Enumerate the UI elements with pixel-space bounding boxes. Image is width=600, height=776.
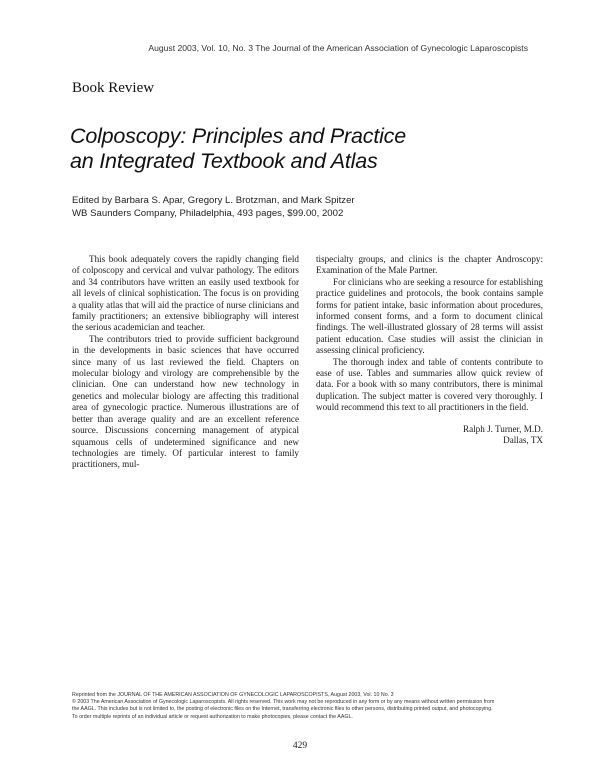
- body-column-left: [72, 254, 299, 471]
- footer-line: © 2003 The American Association of Gynecologic Laparoscopists. All rights reserved. This work may not be reproduced in any form or by any means without written permission from: [72, 699, 495, 706]
- section-label: Book Review: [72, 80, 155, 96]
- publisher-line: WB Saunders Company, Philadelphia, 493 pages, $99.00, 2002: [72, 208, 344, 219]
- editors-line: Edited by Barbara S. Apar, Gregory L. Brotzman, and Mark Spitzer: [72, 195, 355, 206]
- body-paragraph: For clinicians who are seeking a resource for establishing practice guidelines and protocols, the book contains sample forms for patient intake, basic information about procedures, informed consent forms, and a form to document clinical findings. The well-illustrated glossary of 28 terms will assist patient education. Case studies will assist the clinician in assessing clinical proficiency.: [316, 276, 543, 356]
- footer-line: To order multiple reprints of an individual article or request authorization to make photocopies, please contact the AAGL.: [72, 713, 353, 720]
- footer-line: the AAGL. This includes but is not limited to, the posting of electronic files on the Internet, transferring electronic files to other persons, distributing printed output, and photocopying.: [72, 706, 493, 713]
- reviewer-signature: [316, 424, 543, 447]
- byline: [72, 194, 355, 220]
- body-column-right: [316, 254, 543, 447]
- body-paragraph-continuation: tispecialty groups, and clinics is the chapter Androscopy: Examination of the Male Partner.: [316, 254, 543, 276]
- footer-line: Reprinted from the JOURNAL OF THE AMERICAN ASSOCIATION OF GYNECOLOGIC LAPAROSCOPISTS, August 2003, Vol. 10 No. 3: [72, 692, 394, 698]
- reviewer-name: Ralph J. Turner, M.D.: [463, 423, 543, 434]
- body-paragraph: This book adequately covers the rapidly changing field of colposcopy and cervical and vulvar pathology. The editors and 34 contributors have written an easily used textbook for all levels of clinical sophistication. The focus is on providing a quality atlas that will aid the practice of nurse clinicians and family practitioners; an extensive bibliography will interest the serious academician and teacher.: [72, 254, 299, 333]
- article-title: [70, 124, 406, 173]
- running-head: August 2003, Vol. 10, No. 3 The Journal of the American Association of Gynecologic Laparoscopists: [148, 43, 528, 53]
- title-line-1: Colposcopy: Principles and Practice: [70, 124, 406, 148]
- reviewer-location: Dallas, TX: [503, 435, 543, 446]
- body-paragraph: The thorough index and table of contents contribute to ease of use. Tables and summaries allow quick review of data. For a book with so many contributors, there is minimal duplication. The subject matter is covered very thoroughly. I would recommend this text to all practitioners in the field.: [316, 356, 543, 413]
- copyright-footer: [72, 692, 534, 721]
- title-line-2: an Integrated Textbook and Atlas: [70, 148, 378, 173]
- page-number: 429: [292, 741, 308, 751]
- body-paragraph: The contributors tried to provide sufficient background in the developments in basic sciences that have occurred since many of us last reviewed the field. Chapters on molecular biology and virology are comprehensible by the clinician. One can understand how new technology in genetics and molecular biology are affecting this traditional area of gynecologic practice. Numerous illustrations are of better than average quality and are an excellent reference source. Discussions concerning management of atypical squamous cells of undetermined significance and new technologies are timely. Of particular interest to family practitioners, mul-: [72, 333, 299, 470]
